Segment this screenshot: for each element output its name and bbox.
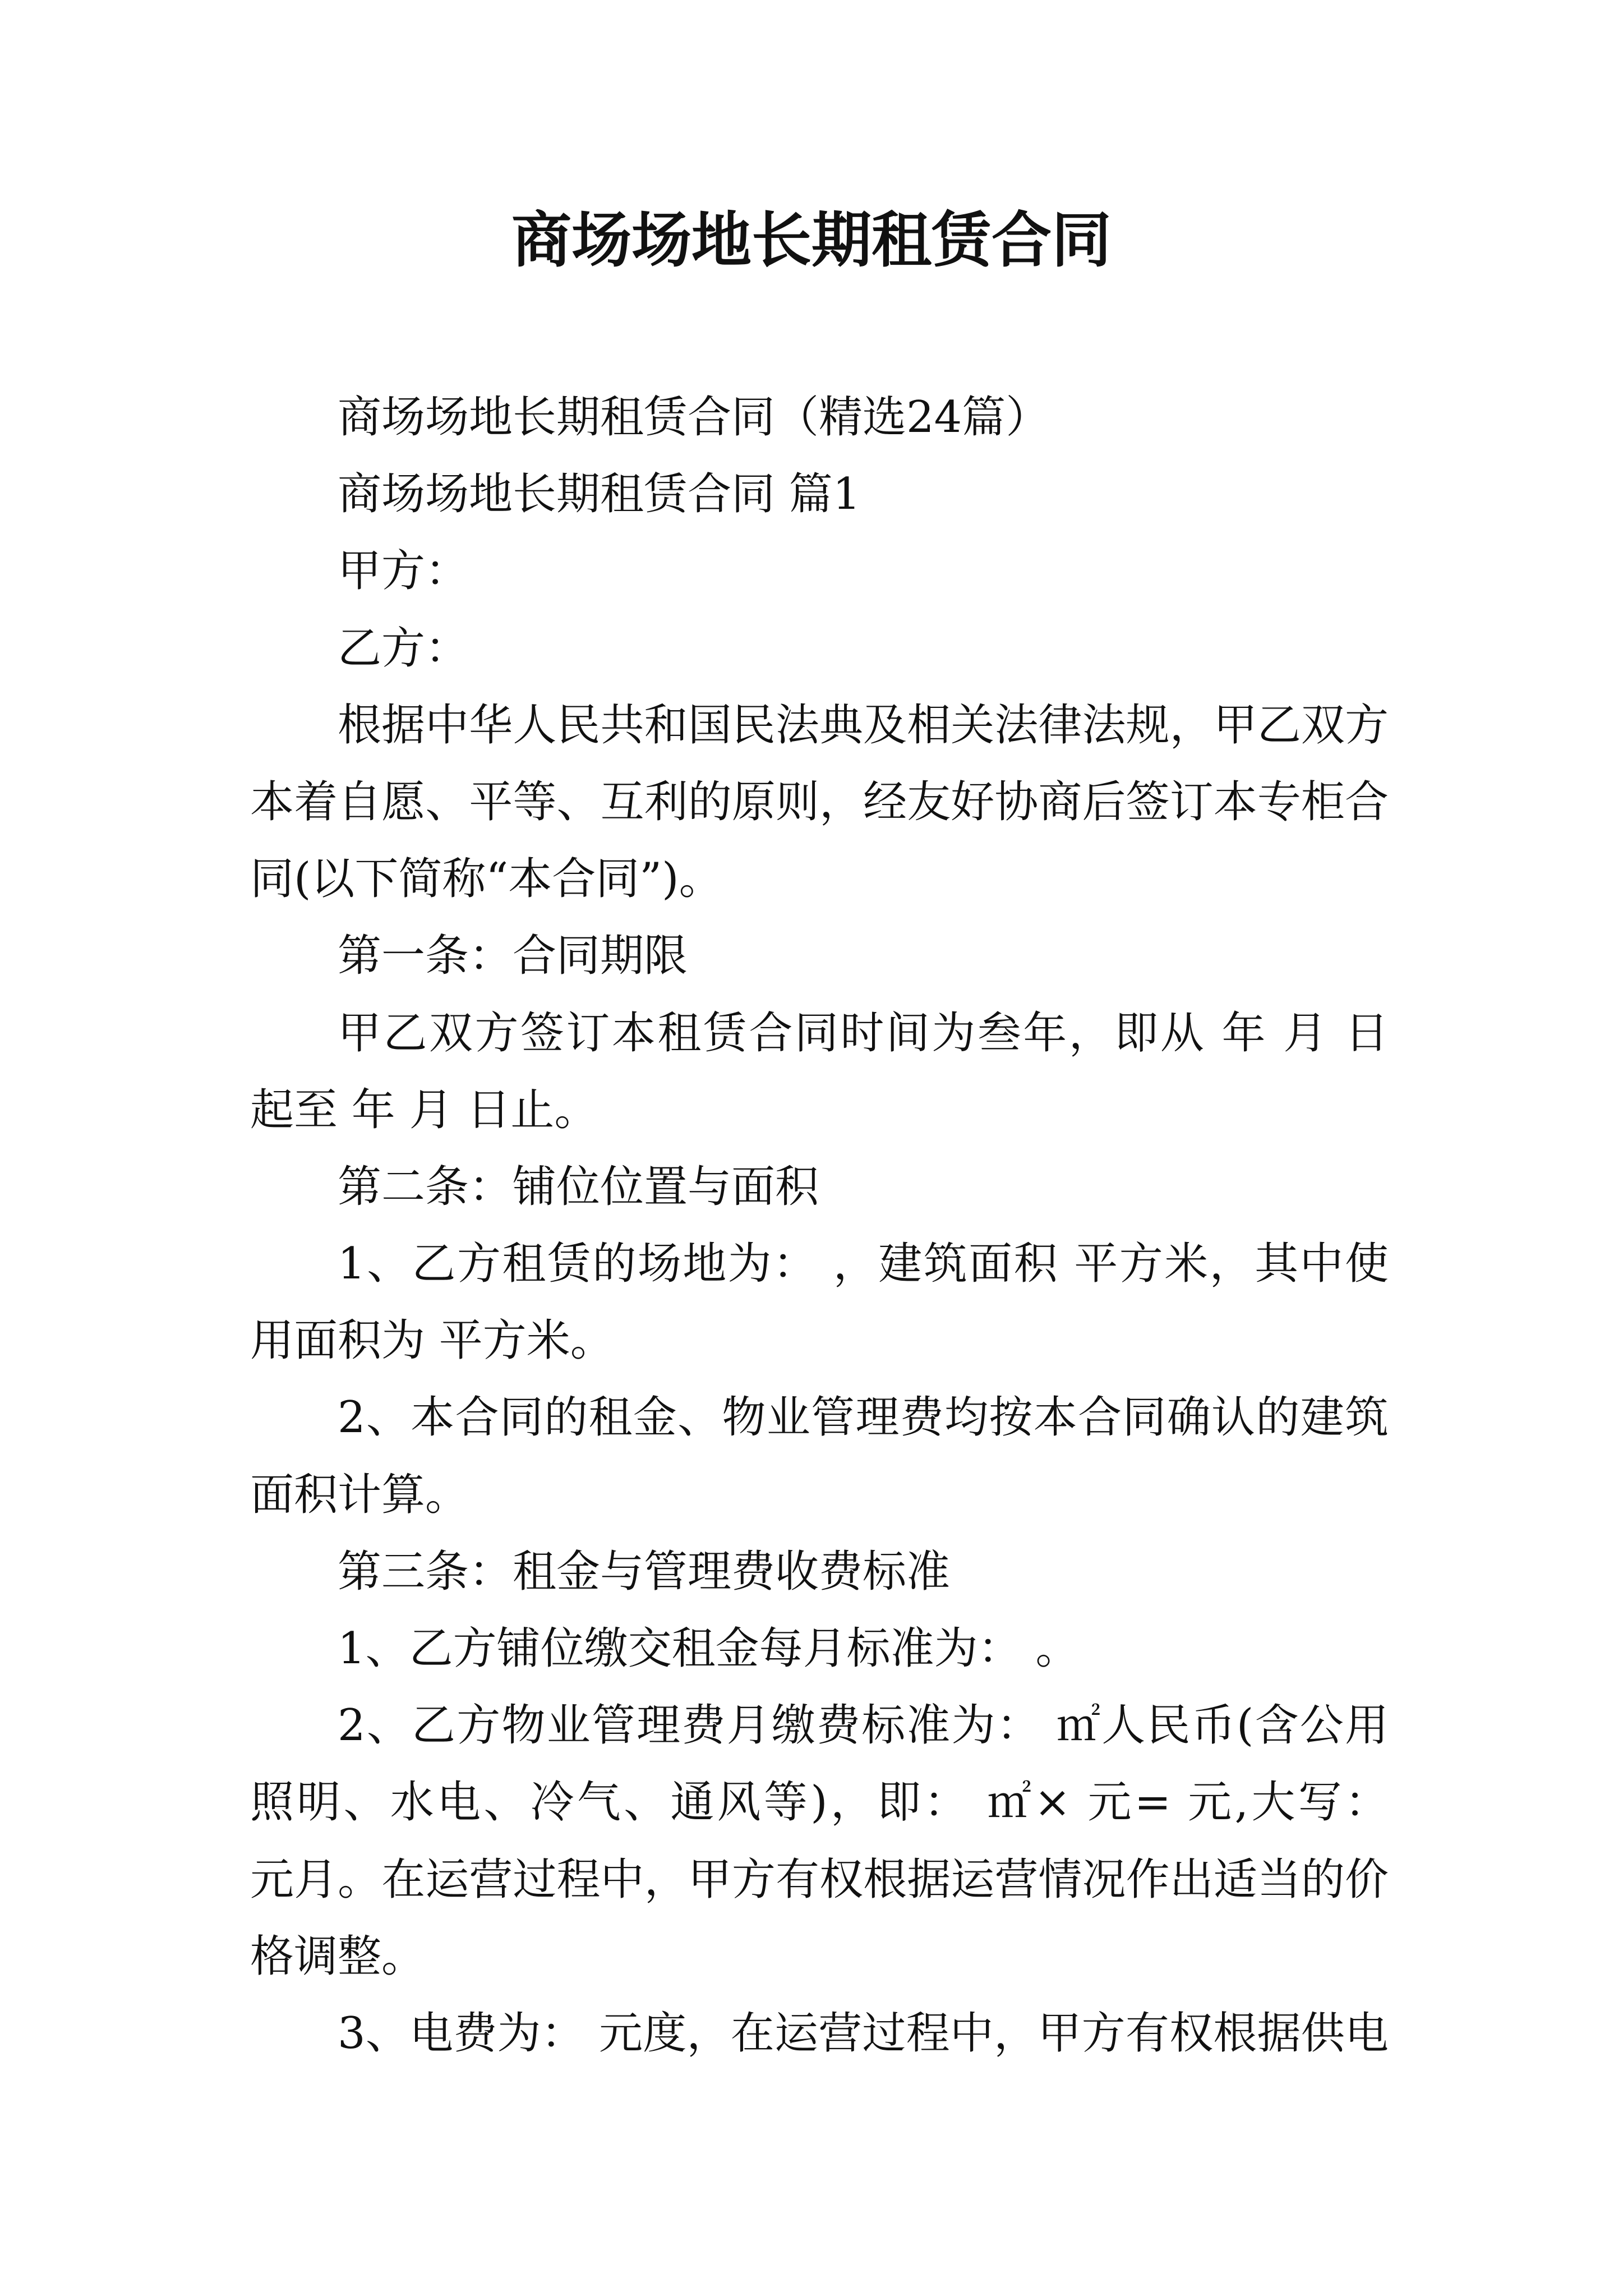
body-line: 甲乙双方签订本租赁合同时间为叁年，即从 年 月 日 — [338, 1007, 1389, 1059]
body-line: 商场场地长期租赁合同（精选24篇） — [338, 392, 1050, 443]
party-b-field — [250, 610, 1389, 687]
paragraph-location-2 — [250, 1379, 1389, 1533]
document-body — [250, 379, 1389, 2072]
body-line: 1、乙方租赁的场地为： ，建筑面积 平方米，其中使 — [338, 1239, 1389, 1290]
body-line: 第一条：合同期限 — [338, 931, 688, 982]
body-line: 根据中华人民共和国民法典及相关法律法规，甲乙双方 — [338, 700, 1389, 751]
body-line: 2、乙方物业管理费月缴费标准为： ㎡人民币(含公用 — [338, 1700, 1389, 1751]
page-title: 商场场地长期租赁合同 — [511, 205, 1112, 275]
paragraph-preamble — [250, 687, 1389, 918]
section-heading-term — [250, 918, 1389, 995]
body-line: 甲方： — [338, 546, 469, 597]
body-line: 本着自愿、平等、互利的原则，经友好协商后签订本专柜合 — [250, 776, 1389, 827]
body-line: 用面积为 平方米。 — [250, 1315, 614, 1366]
paragraph-article-heading — [250, 456, 1389, 533]
paragraph-fees-1 — [250, 1611, 1389, 1687]
section-heading-fees — [250, 1534, 1389, 1611]
body-line: 1、乙方铺位缴交租金每月标准为： 。 — [338, 1623, 1080, 1674]
paragraph-fees-3 — [250, 1995, 1389, 2072]
paragraph-location-1 — [250, 1226, 1389, 1379]
section-heading-location — [250, 1149, 1389, 1226]
body-line: 同(以下简称“本合同”)。 — [250, 854, 723, 905]
body-line: 第二条：铺位位置与面积 — [338, 1161, 819, 1212]
paragraph-term — [250, 995, 1389, 1149]
body-line: 面积计算。 — [250, 1469, 469, 1520]
paragraph-fees-2 — [250, 1687, 1389, 1995]
body-line: 2、本合同的租金、物业管理费均按本合同确认的建筑 — [338, 1392, 1389, 1443]
body-line: 元月。在运营过程中，甲方有权根据运营情况作出适当的价 — [250, 1854, 1389, 1905]
body-line: 照明、水电、冷气、通风等)，即： ㎡× 元= 元,大写： — [250, 1777, 1389, 1828]
body-line: 商场场地长期租赁合同 篇1 — [338, 469, 861, 520]
body-line: 第三条：租金与管理费收费标准 — [338, 1546, 951, 1597]
paragraph-collection-heading — [250, 379, 1389, 456]
body-line: 格调整。 — [250, 1931, 426, 1982]
body-line: 起至 年 月 日止。 — [250, 1084, 598, 1135]
body-line: 乙方： — [338, 623, 469, 674]
body-line: 3、电费为： 元度，在运营过程中，甲方有权根据供电 — [338, 2008, 1389, 2059]
party-a-field — [250, 533, 1389, 610]
